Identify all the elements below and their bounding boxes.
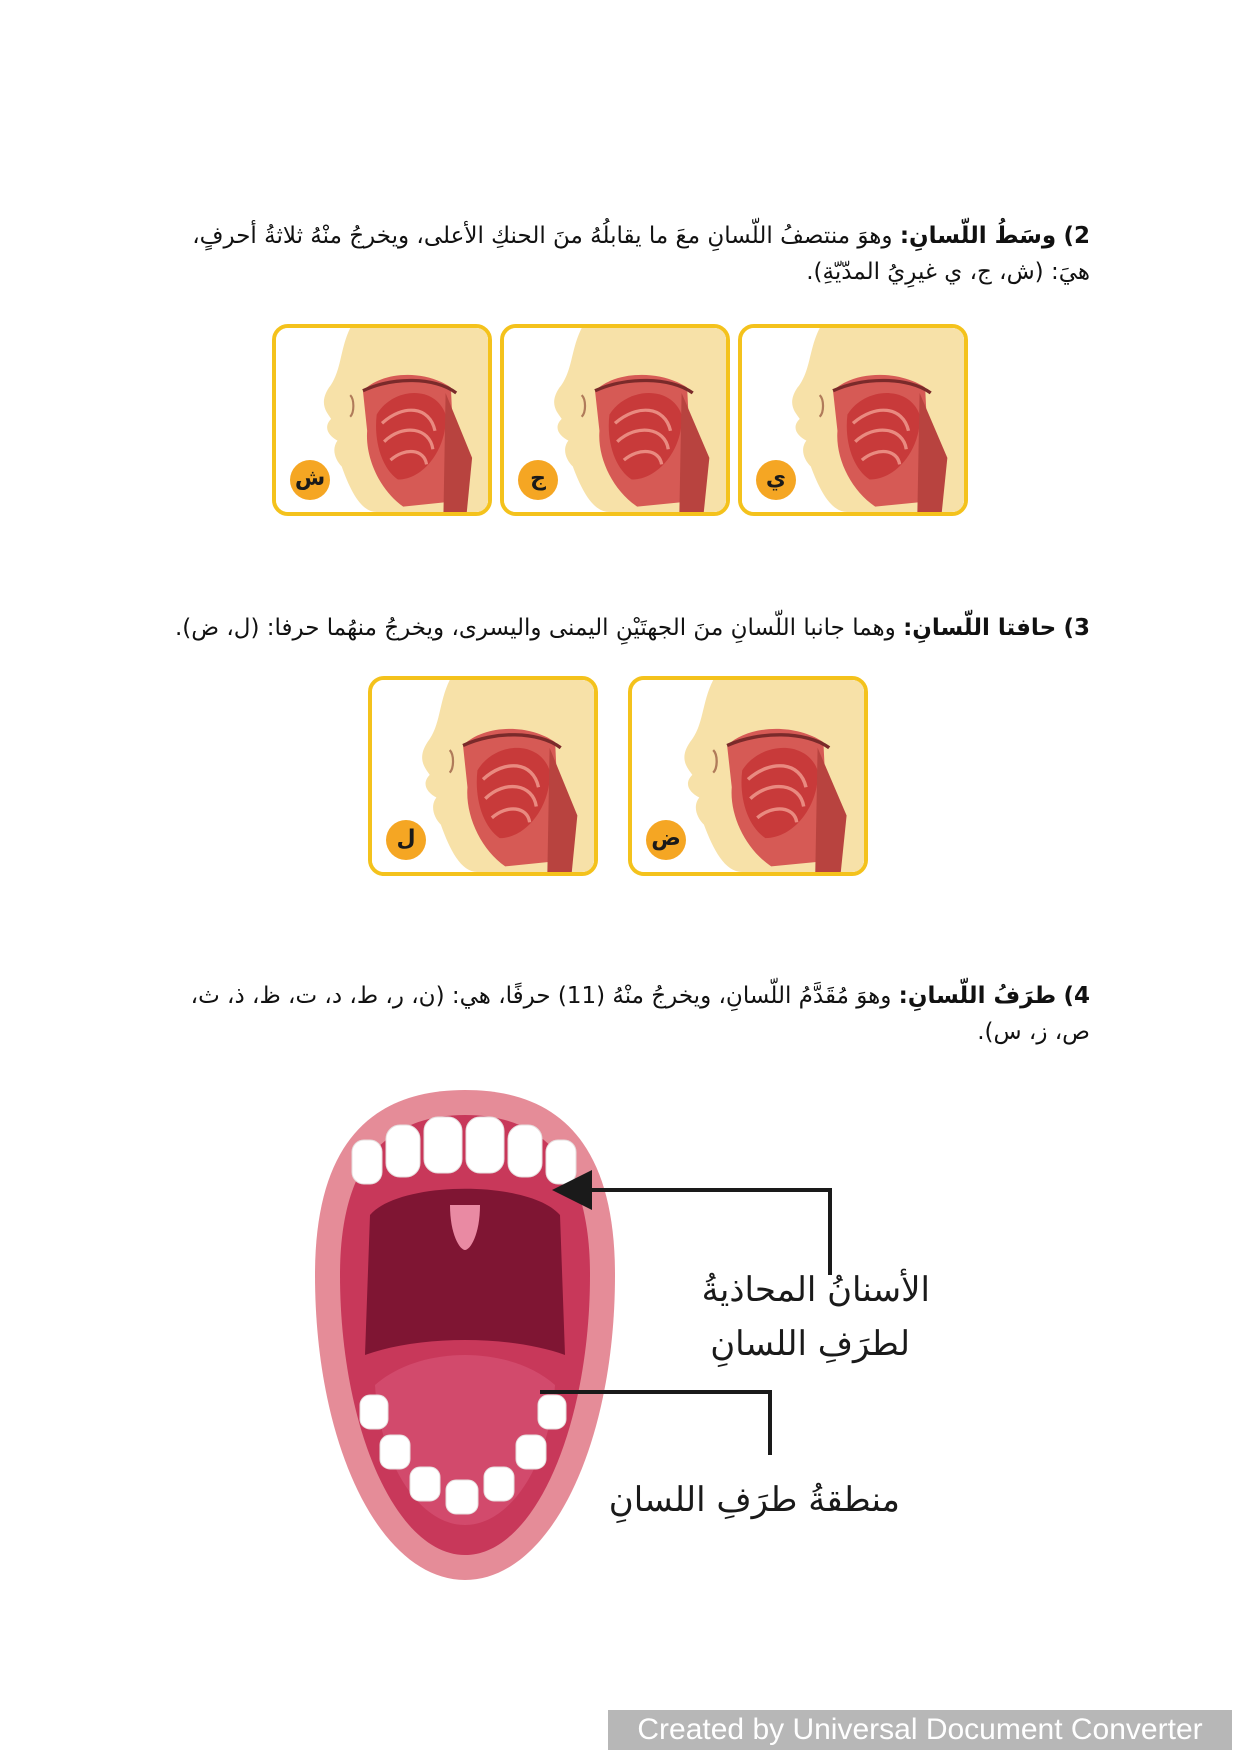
label-line: الأسنانُ المحاذيةُ [701,1270,930,1310]
label-tongue-tip-area: منطقةُ طرَفِ اللسانِ [608,1480,900,1520]
letter-badge: ض [646,820,686,860]
diagram-letter-sheen [272,324,492,516]
letter-badge: ش [290,460,330,500]
letter-badge: ي [756,460,796,500]
section-term: طرَفُ اللّسانِ: [898,983,1057,1009]
section-text: وهما جانبا اللّسانِ منَ الجهتَيْنِ اليمنى واليسرى، ويخرجُ منهُما حرفا: (ل، ض). [174,615,896,641]
diagram-letter-lam [368,676,598,876]
converter-footer: Created by Universal Document Converter [608,1710,1232,1750]
section-tongue-sides [150,610,1090,646]
section-term: حافتا اللّسانِ: [903,615,1057,641]
section-text: وهوَ منتصفُ اللّسانِ معَ ما يقابلُهُ منَ الحنكِ الأعلى، ويخرجُ منْهُ ثلاثةُ أحرفٍ، هيَ: (ش، ج، ي غيرِيُ المدّيّةِ). [192,223,1090,285]
section-text: وهوَ مُقَدَّمُ اللّسانِ، ويخرجُ منْهُ (11) حرفًا، هي: (ن، ر، ط، د، ت، ظ، ذ، ث، ص، ز، س). [190,983,1090,1045]
section-tongue-middle [150,218,1090,290]
diagram-letter-dad [628,676,868,876]
diagram-letter-jeem [500,324,730,516]
section-tongue-tip [150,978,1090,1050]
letter-badge: ل [386,820,426,860]
section-term: وسَطُ اللّسانِ: [899,223,1057,249]
label-adjacent-teeth [660,1270,930,1364]
diagram-letter-ya [738,324,968,516]
letter-badge: ج [518,460,558,500]
section-number: 3) [1063,615,1090,641]
section-number: 2) [1063,223,1090,249]
label-line: لطرَفِ اللسانِ [710,1324,910,1364]
section-number: 4) [1063,983,1090,1009]
